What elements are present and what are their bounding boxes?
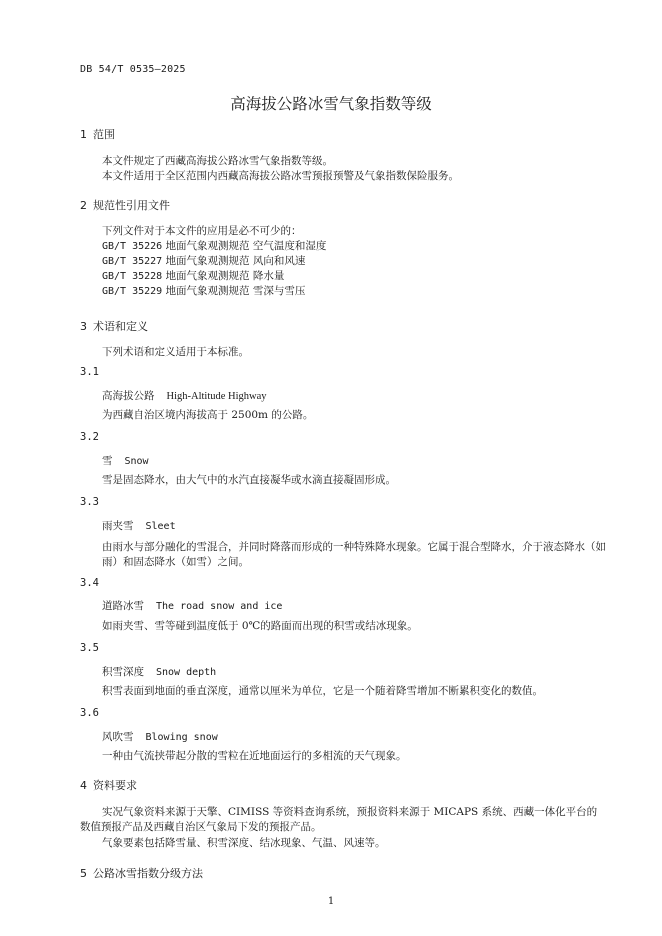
term-heading (102, 453, 149, 468)
reference-title: 地面气象观测规范 空气温度和湿度 (165, 240, 327, 252)
term-en: Snow depth (156, 667, 217, 678)
section-title: 公路冰雪指数分级方法 (93, 867, 203, 880)
document-code: DB 54/T 0535—2025 (80, 64, 186, 75)
section-title: 术语和定义 (93, 320, 148, 333)
section-number: 3 (80, 320, 87, 333)
term-en: Blowing snow (145, 732, 218, 743)
term-en: The road snow and ice (156, 601, 283, 612)
term-number: 3.1 (80, 366, 99, 378)
term-heading (102, 518, 176, 533)
term-en: Sleet (145, 521, 176, 532)
paragraph: 实况气象资料来源于天擎、CIMISS 等资料查询系统，预报资料来源于 MICAPS 系统、西藏一体化平台的数值预报产品及西藏自治区气象局下发的预报产品。 (80, 806, 598, 833)
term-definition: 雪是固态降水，由大气中的水汽直接凝华或水滴直接凝固形成。 (102, 474, 396, 486)
reference-title: 地面气象观测规范 雪深与雪压 (165, 285, 306, 297)
term-definition: 一种由气流挟带起分散的雪粒在近地面运行的多相流的天气现象。 (102, 750, 407, 762)
term-definition: 为西藏自治区境内海拔高于 2500m 的公路。 (102, 409, 314, 421)
section-number: 2 (80, 199, 87, 212)
section-number: 4 (80, 779, 87, 792)
term-heading (102, 388, 267, 403)
term-number: 3.5 (80, 642, 99, 654)
reference-code: GB/T 35226 (102, 241, 163, 252)
section-title: 资料要求 (93, 779, 137, 792)
term-definition: 由雨水与部分融化的雪混合，并同时降落而形成的一种特殊降水现象。它属于混合型降水，介于液态降水（如雨）和固态降水（如雪）之间。 (102, 541, 606, 568)
section-title: 范围 (93, 128, 115, 141)
paragraph: 气象要素包括降雪量、积雪深度、结冰现象、气温、风速等。 (102, 837, 386, 849)
reference-item (102, 239, 326, 254)
term-zh: 风吹雪 (102, 731, 134, 743)
term-heading (102, 664, 216, 679)
paragraph: 下列术语和定义适用于本标准。 (102, 346, 249, 358)
reference-title: 地面气象观测规范 风向和风速 (165, 255, 306, 267)
term-zh: 雪 (102, 455, 113, 467)
paragraph: 本文件适用于全区范围内西藏高海拔公路冰雪预报预警及气象指数保险服务。 (102, 170, 459, 182)
term-zh: 雨夹雪 (102, 520, 134, 532)
reference-item (102, 254, 305, 269)
section-title: 规范性引用文件 (93, 199, 170, 212)
term-definition: 如雨夹雪、雪等碰到温度低于 0℃的路面而出现的积雪或结冰现象。 (102, 620, 418, 632)
section-5-heading (80, 865, 203, 881)
term-en: High-Altitude Highway (166, 391, 267, 402)
term-number: 3.2 (80, 431, 99, 443)
term-number: 3.6 (80, 707, 99, 719)
term-en: Snow (124, 456, 149, 467)
section-3-heading (80, 318, 148, 334)
term-number: 3.4 (80, 577, 99, 589)
document-title: 高海拔公路冰雪气象指数等级 (230, 95, 432, 113)
section-number: 5 (80, 867, 87, 880)
reference-code: GB/T 35228 (102, 271, 163, 282)
reference-item (102, 269, 284, 284)
reference-title: 地面气象观测规范 降水量 (165, 270, 285, 282)
section-number: 1 (80, 128, 87, 141)
section-2-heading (80, 197, 170, 213)
page-number: 1 (327, 896, 335, 907)
term-definition: 积雪表面到地面的垂直深度，通常以厘米为单位，它是一个随着降雪增加不断累积变化的数值。 (102, 685, 543, 697)
term-number: 3.3 (80, 496, 99, 508)
term-zh: 积雪深度 (102, 666, 144, 678)
term-zh: 高海拔公路 (102, 390, 155, 402)
reference-item (102, 284, 305, 299)
paragraph: 下列文件对于本文件的应用是必不可少的： (102, 225, 302, 237)
section-4-heading (80, 777, 137, 793)
reference-code: GB/T 35227 (102, 256, 163, 267)
term-heading (102, 598, 282, 613)
term-heading (102, 729, 218, 744)
paragraph: 本文件规定了西藏高海拔公路冰雪气象指数等级。 (102, 155, 333, 167)
reference-code: GB/T 35229 (102, 286, 163, 297)
term-zh: 道路冰雪 (102, 600, 144, 612)
section-1-heading (80, 126, 115, 142)
